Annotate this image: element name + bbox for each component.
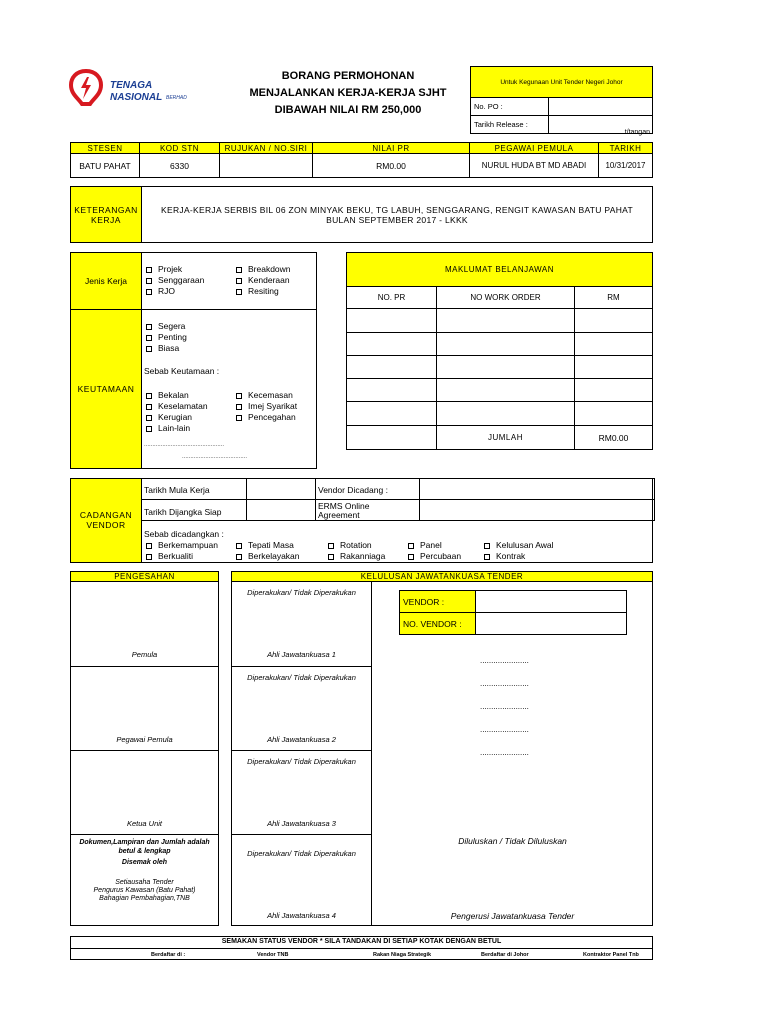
maklumat-title: MAKLUMAT BELANJAWAN — [346, 252, 653, 287]
jumlah-label: JUMLAH — [437, 426, 575, 450]
tnb-logo — [68, 68, 198, 110]
semakan-header-panel: Kontraktor Panel Tnb — [583, 952, 639, 958]
dotline-5[interactable]: ...................... — [480, 748, 529, 757]
member-4: Ahli Jawatankuasa 4 — [267, 911, 336, 920]
checkbox-biasa[interactable]: Biasa — [146, 343, 179, 353]
checkbox-tepati-masa[interactable]: Tepati Masa — [236, 540, 294, 550]
header-no-work-order: NO WORK ORDER — [437, 287, 575, 309]
checkbox-berkelayakan[interactable]: Berkelayakan — [236, 551, 300, 561]
dotline-3[interactable]: ...................... — [480, 702, 529, 711]
checkbox-berkemampuan[interactable]: Berkemampuan — [146, 540, 218, 550]
no-vendor-label: NO. VENDOR : — [400, 613, 476, 635]
checkbox-pencegahan[interactable]: Pencegahan — [236, 412, 296, 422]
header-rujukan: RUJUKAN / NO.SIRI — [219, 142, 313, 154]
keterangan-line1: KERJA-KERJA SERBIS BIL 06 ZON MINYAK BEKU, TG LABUH, SENGGARANG, RENGIT KAWASAN BATU PAHAT — [161, 205, 633, 215]
header-nilai-pr: NILAI PR — [312, 142, 470, 154]
table-row — [347, 402, 653, 426]
table-row — [347, 309, 653, 333]
brand-line2: NASIONAL — [110, 92, 163, 103]
info-table — [70, 142, 653, 178]
value-nilai-pr: RM0.00 — [312, 153, 470, 178]
po-field[interactable] — [549, 98, 653, 116]
header-pegawai-pemula: PEGAWAI PEMULA — [469, 142, 599, 154]
vendor-field[interactable] — [476, 591, 627, 613]
checkbox-berkualiti[interactable]: Berkualiti — [146, 551, 193, 561]
tnb-logo-icon — [68, 68, 104, 108]
committee-box-2[interactable] — [231, 666, 372, 751]
title-line3: DIBAWAH NILAI RM 250,000 — [274, 104, 422, 116]
semakan-header-vendor-tnb: Vendor TNB — [257, 952, 289, 958]
erms-field[interactable] — [419, 499, 655, 521]
checkbox-lain-lain[interactable]: Lain-lain — [146, 423, 190, 433]
semakan-title: SEMAKAN STATUS VENDOR * SILA TANDAKAN DI SETIAP KOTAK DENGAN BETUL — [221, 938, 502, 945]
semakan-header-rakan-niaga: Rakan Niaga Strategik — [373, 952, 432, 958]
checkbox-penting[interactable]: Penting — [146, 332, 187, 342]
checkbox-bekalan[interactable]: Bekalan — [146, 390, 189, 400]
title-line2: MENJALANKAN KERJA-KERJA SJHT — [249, 87, 447, 99]
checkbox-kontrak[interactable]: Kontrak — [484, 551, 525, 561]
brand-suffix: BERHAD — [166, 95, 187, 101]
lain-lain-dots-2[interactable]: ....................................... — [182, 454, 248, 460]
release-field[interactable] — [549, 116, 653, 134]
chair-text: Pengerusi Jawatankuasa Tender — [450, 911, 575, 921]
jumlah-value: RM0.00 — [575, 426, 653, 450]
checkbox-kerugian[interactable]: Kerugian — [146, 412, 192, 422]
dotline-4[interactable]: ...................... — [480, 725, 529, 734]
recommend-4: Diperakukan/ Tidak Diperakukan — [247, 849, 356, 858]
po-table — [470, 97, 653, 134]
table-row — [347, 356, 653, 379]
pengesahan-box-4[interactable] — [70, 834, 219, 926]
usage-note-box — [470, 66, 653, 98]
value-stesen: BATU PAHAT — [70, 153, 140, 178]
checkbox-rjo[interactable]: RJO — [146, 286, 175, 296]
pengesahan-box-2[interactable] — [70, 666, 219, 751]
checkbox-panel[interactable]: Panel — [408, 540, 442, 550]
mula-kerja-label: Tarikh Mula Kerja — [144, 485, 210, 495]
keutamaan-label: KEUTAMAAN — [70, 309, 142, 469]
recommend-1: Diperakukan/ Tidak Diperakukan — [247, 588, 356, 597]
siap-field[interactable] — [246, 499, 316, 521]
header-kod-stn: KOD STN — [139, 142, 220, 154]
checkbox-breakdown[interactable]: Breakdown — [236, 264, 291, 274]
signature-label: t/tangan — [624, 129, 650, 136]
checkbox-keselamatan[interactable]: Keselamatan — [146, 401, 208, 411]
dotline-2[interactable]: ...................... — [480, 679, 529, 688]
header-no-pr: NO. PR — [347, 287, 437, 309]
semakan-header-berdaftar: Berdaftar di : — [151, 952, 186, 958]
siap-label: Tarikh Dijangka Siap — [144, 507, 222, 517]
no-vendor-field[interactable] — [476, 613, 627, 635]
lain-lain-dots[interactable]: ................................................ — [144, 442, 225, 448]
role-pemula: Pemula — [131, 650, 158, 659]
recommend-2: Diperakukan/ Tidak Diperakukan — [247, 673, 356, 682]
usage-note: Untuk Kegunaan Unit Tender Negeri Johor — [500, 78, 623, 86]
value-tarikh: 10/31/2017 — [598, 153, 653, 178]
form-title — [228, 68, 468, 119]
po-label: No. PO : — [471, 98, 549, 116]
keterangan-label: KETERANGAN KERJA — [70, 186, 142, 243]
decision-text: Diluluskan / Tidak Diluluskan — [458, 836, 567, 846]
committee-box-3[interactable] — [231, 750, 372, 835]
sebab-keutamaan-label: Sebab Keutamaan : — [144, 366, 220, 376]
checkbox-segera[interactable]: Segera — [146, 321, 185, 331]
recommend-3: Diperakukan/ Tidak Diperakukan — [247, 757, 356, 766]
checkbox-rotation[interactable]: Rotation — [328, 540, 372, 550]
cadangan-content — [141, 478, 653, 563]
cadangan-label: CADANGAN VENDOR — [70, 478, 142, 563]
setiausaha-note: Setiausaha Tender Pengurus Kawasan (Batu Pahat) Bahagian Pembahagian,TNB — [93, 879, 196, 902]
pengesahan-box-1[interactable] — [70, 581, 219, 667]
kelulusan-title: KELULUSAN JAWATANKUASA TENDER — [231, 571, 653, 582]
committee-box-1[interactable] — [231, 581, 372, 667]
table-row — [347, 333, 653, 356]
checkbox-rakanniaga[interactable]: Rakanniaga — [328, 551, 385, 561]
value-pegawai-pemula: NURUL HUDA BT MD ABADI — [469, 153, 599, 178]
keterangan-line2: BULAN SEPTEMBER 2017 - LKKK — [326, 215, 468, 225]
pengesahan-title: PENGESAHAN — [70, 571, 219, 582]
committee-box-4[interactable] — [231, 834, 372, 926]
vendor-dicadang-label: Vendor Dicadang : — [318, 485, 388, 495]
maklumat-table — [346, 286, 653, 450]
erms-label: ERMS Online Agreement — [318, 501, 370, 520]
checkbox-projek[interactable]: Projek — [146, 264, 182, 274]
header-rm: RM — [575, 287, 653, 309]
checkbox-resiting[interactable]: Resiting — [236, 286, 279, 296]
jenis-kerja-label: Jenis Kerja — [70, 252, 142, 310]
keutamaan-options — [141, 309, 317, 469]
role-ketua-unit: Ketua Unit — [126, 819, 163, 828]
role-pegawai-pemula: Pegawai Pemula — [116, 735, 173, 744]
vendor-label: VENDOR : — [400, 591, 476, 613]
checkbox-imej-syarikat[interactable]: Imej Syarikat — [236, 401, 297, 411]
checkbox-kecemasan[interactable]: Kecemasan — [236, 390, 293, 400]
checkbox-kenderaan[interactable]: Kenderaan — [236, 275, 290, 285]
checkbox-senggaraan[interactable]: Senggaraan — [146, 275, 204, 285]
dokumen-note: Dokumen,Lampiran dan Jumlah adalah betul & lengkap Disemak oleh — [79, 839, 210, 866]
brand-line1: TENAGA — [110, 80, 153, 91]
member-1: Ahli Jawatankuasa 1 — [267, 650, 336, 659]
semakan-header-johor: Berdaftar di Johor — [481, 952, 529, 958]
member-3: Ahli Jawatankuasa 3 — [267, 819, 336, 828]
header-stesen: STESEN — [70, 142, 140, 154]
pengesahan-box-3[interactable] — [70, 750, 219, 835]
vendor-table — [399, 590, 627, 635]
jenis-kerja-options — [141, 252, 317, 310]
keterangan-content — [141, 186, 653, 243]
title-line1: BORANG PERMOHONAN — [281, 70, 415, 82]
header-tarikh: TARIKH — [598, 142, 653, 154]
value-rujukan[interactable] — [219, 153, 313, 178]
checkbox-percubaan[interactable]: Percubaan — [408, 551, 461, 561]
sebab-dicadangkan-label: Sebab dicadangkan : — [144, 529, 224, 539]
semakan-box — [70, 936, 653, 960]
member-2: Ahli Jawatankuasa 2 — [267, 735, 336, 744]
dotline-1[interactable]: ...................... — [480, 656, 529, 665]
release-label: Tarikh Release : — [471, 116, 549, 134]
table-row — [347, 379, 653, 402]
vendor-dicadang-field[interactable] — [419, 478, 655, 500]
checkbox-kelulusan-awal[interactable]: Kelulusan Awal — [484, 540, 554, 550]
mula-kerja-field[interactable] — [246, 478, 316, 500]
value-kod-stn: 6330 — [139, 153, 220, 178]
